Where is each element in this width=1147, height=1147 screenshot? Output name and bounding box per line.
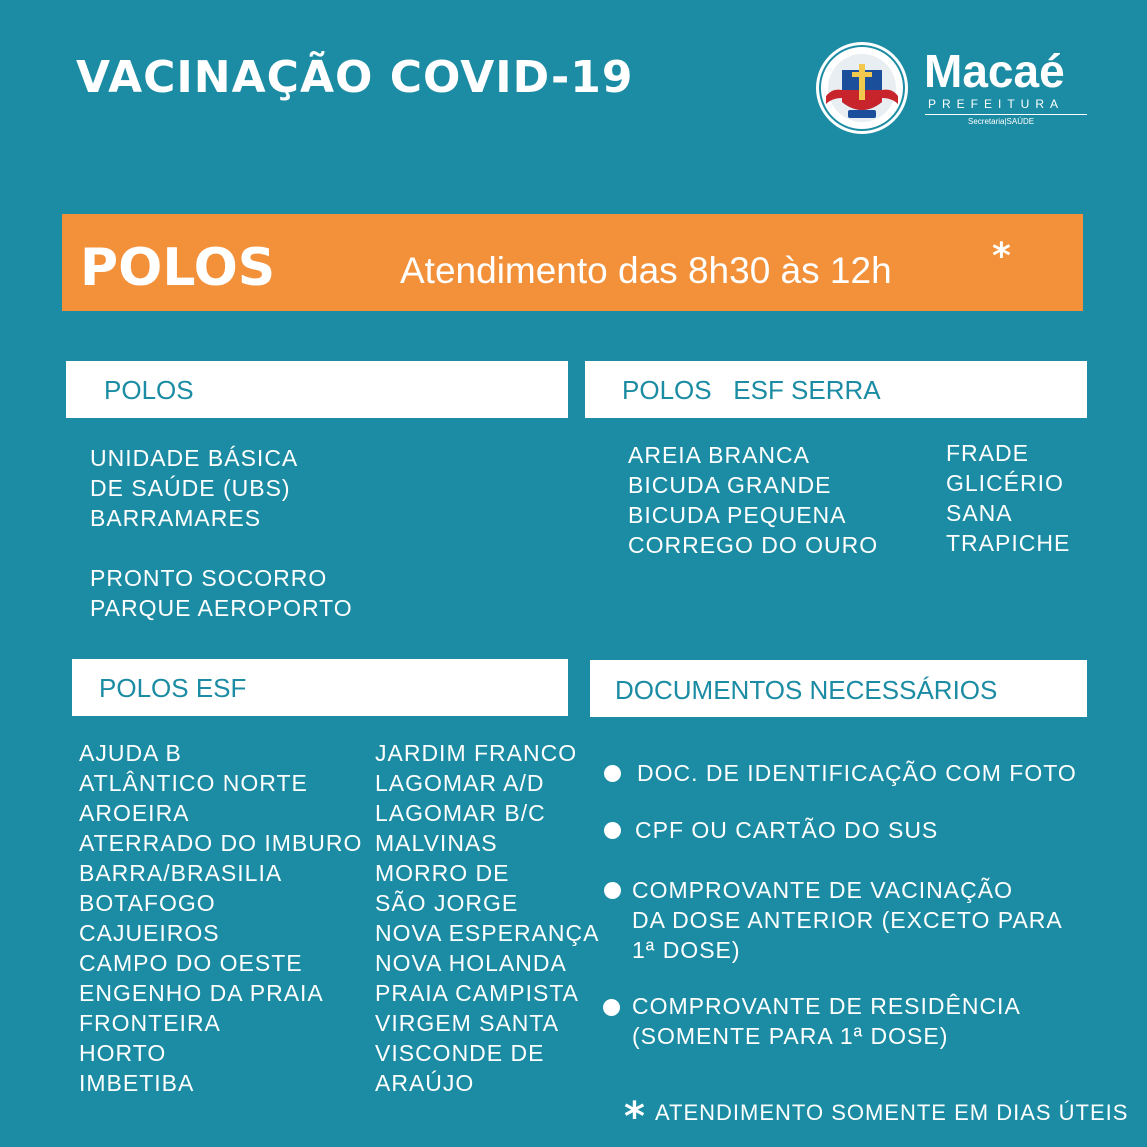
logo-department: Secretaria|SAÚDE [968, 117, 1035, 126]
list-item: ENGENHO DA PRAIA [79, 980, 324, 1006]
list-item: FRONTEIRA [79, 1010, 221, 1036]
list-item: BARRAMARES [90, 505, 262, 531]
list-item: LAGOMAR B/C [375, 800, 546, 826]
list-item: JARDIM FRANCO [375, 740, 578, 766]
bullet-icon [604, 882, 621, 899]
list-item: BOTAFOGO [79, 890, 216, 916]
logo-divider [925, 114, 1087, 115]
list-item: AROEIRA [79, 800, 190, 826]
polos-serra-list-col1 [628, 440, 878, 560]
document-line: (SOMENTE PARA 1ª DOSE) [632, 1023, 949, 1049]
logo-subtitle: PREFEITURA [928, 97, 1065, 111]
list-item: MORRO DE [375, 860, 510, 886]
list-item: BICUDA PEQUENA [628, 502, 847, 528]
list-item: HORTO [79, 1040, 167, 1066]
footnote-asterisk: * [624, 1094, 645, 1140]
polos-esf-list-col1 [79, 738, 362, 1098]
list-item: NOVA HOLANDA [375, 950, 567, 976]
bullet-icon [604, 765, 621, 782]
list-item: BARRA/BRASILIA [79, 860, 283, 886]
list-item: NOVA ESPERANÇA [375, 920, 600, 946]
list-item: CAJUEIROS [79, 920, 220, 946]
list-item: ATERRADO DO IMBURO [79, 830, 363, 856]
list-item: VIRGEM SANTA [375, 1010, 560, 1036]
banner-title: POLOS [80, 238, 276, 298]
footnote-text: ATENDIMENTO SOMENTE EM DIAS ÚTEIS [655, 1100, 1129, 1125]
list-item: AJUDA B [79, 740, 182, 766]
list-item: TRAPICHE [946, 530, 1071, 556]
list-item: PRONTO SOCORRO [90, 565, 328, 591]
list-item: ATLÂNTICO NORTE [79, 770, 308, 796]
list-spacer [90, 533, 353, 563]
list-item: SANA [946, 500, 1013, 526]
document-line: DOC. DE IDENTIFICAÇÃO COM FOTO [637, 760, 1077, 786]
document-line: CPF OU CARTÃO DO SUS [635, 817, 939, 843]
list-item: VISCONDE DE [375, 1040, 545, 1066]
document-line: COMPROVANTE DE VACINAÇÃO [632, 877, 1013, 903]
document-item [632, 875, 1063, 965]
document-line: COMPROVANTE DE RESIDÊNCIA [632, 993, 1021, 1019]
polos-serra-list-col2 [946, 438, 1070, 558]
list-item: SÃO JORGE [375, 890, 519, 916]
list-item: DE SAÚDE (UBS) [90, 475, 291, 501]
polos-header: POLOS [104, 375, 194, 405]
list-item: GLICÉRIO [946, 470, 1064, 496]
logo-wordmark: Macaé [924, 45, 1065, 97]
polos-esf-list-col2 [375, 738, 599, 1098]
document-item [637, 758, 1077, 788]
documentos-header: DOCUMENTOS NECESSÁRIOS [615, 675, 998, 705]
list-item: PARQUE AEROPORTO [90, 595, 353, 621]
polos-esf-header: POLOS ESF [99, 673, 247, 703]
banner-hours: Atendimento das 8h30 às 12h [400, 250, 892, 291]
list-item: AREIA BRANCA [628, 442, 810, 468]
list-item: PRAIA CAMPISTA [375, 980, 580, 1006]
bullet-icon [604, 822, 621, 839]
list-item: UNIDADE BÁSICA [90, 445, 299, 471]
list-item: BICUDA GRANDE [628, 472, 832, 498]
list-item: FRADE [946, 440, 1029, 466]
list-item: CORREGO DO OURO [628, 532, 879, 558]
polos-list [90, 443, 353, 623]
document-item [632, 991, 1021, 1051]
document-line: DA DOSE ANTERIOR (EXCETO PARA [632, 907, 1063, 933]
list-item: LAGOMAR A/D [375, 770, 545, 796]
list-item: ARAÚJO [375, 1070, 475, 1096]
list-item: MALVINAS [375, 830, 498, 856]
banner-asterisk: * [992, 236, 1011, 277]
list-item: IMBETIBA [79, 1070, 195, 1096]
page-title: VACINAÇÃO COVID-19 [76, 52, 634, 103]
document-item [635, 815, 938, 845]
list-item: CAMPO DO OESTE [79, 950, 303, 976]
document-line: 1ª DOSE) [632, 937, 741, 963]
polos-serra-header: POLOS ESF SERRA [622, 375, 881, 405]
bullet-icon [603, 999, 620, 1016]
